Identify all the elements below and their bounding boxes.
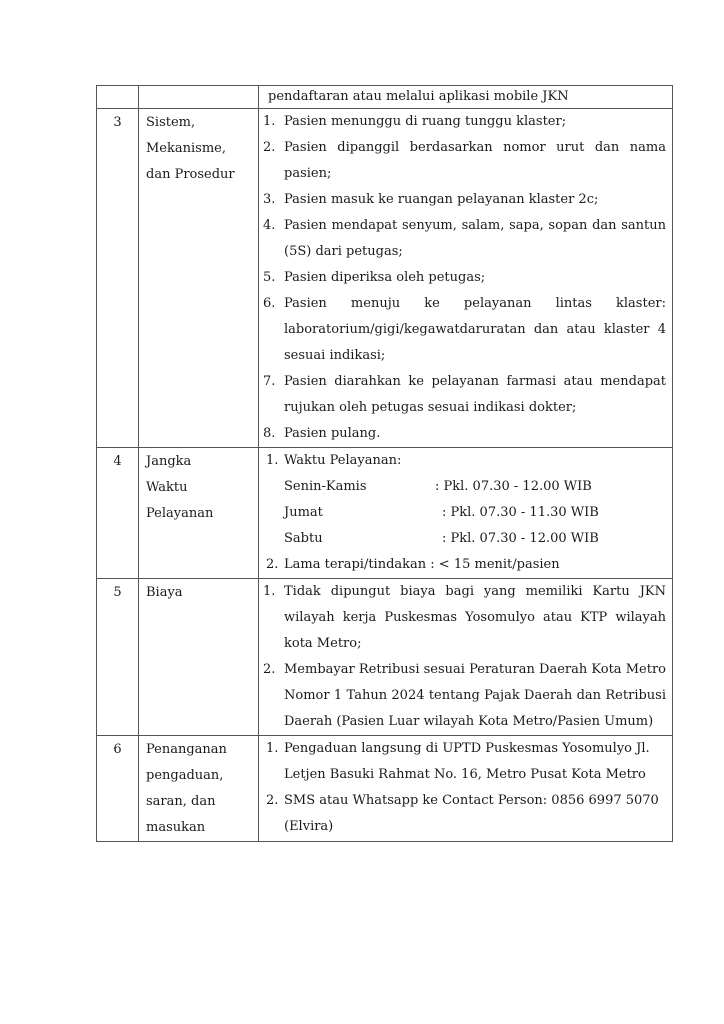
list-item: 4. Pasien mendapat senyum, salam, sapa, sopan dan santun (5S) dari petugas; <box>263 218 666 259</box>
list-item: 8. Pasien pulang. <box>263 426 381 441</box>
number-cell: 6 <box>97 736 139 842</box>
table-row <box>97 86 673 109</box>
number-cell: 3 <box>97 109 139 448</box>
list-item: 7. Pasien diarahkan ke pelayanan farmasi atau mendapat rujukan oleh petugas sesuai indikasi dokter; <box>263 374 666 415</box>
component-cell: Sistem, Mekanisme, dan Prosedur <box>139 109 259 448</box>
table-row <box>97 579 673 736</box>
component-cell <box>139 86 259 109</box>
complaint-list <box>259 736 672 840</box>
description-cell <box>259 109 673 448</box>
list-item: 2. SMS atau Whatsapp ke Contact Person: 0856 6997 5070 (Elvira) <box>266 793 659 834</box>
list-item: 3. Pasien masuk ke ruangan pelayanan klaster 2c; <box>263 192 599 207</box>
list-item: 2. Pasien dipanggil berdasarkan nomor urut dan nama pasien; <box>263 140 666 181</box>
list-item: 1. Waktu Pelayanan: <box>266 453 402 468</box>
table-row <box>97 109 673 448</box>
description-cell <box>259 86 673 109</box>
cost-list <box>259 579 672 735</box>
description-cell <box>259 448 673 579</box>
schedule-row: Jumat : Pkl. 07.30 - 11.30 WIB <box>284 505 599 520</box>
table-row <box>97 448 673 579</box>
therapy-duration-list <box>259 552 672 578</box>
continuation-text: pendaftaran atau melalui aplikasi mobile JKN <box>268 89 569 104</box>
component-cell: Jangka Waktu Pelayanan <box>139 448 259 579</box>
schedule-row: Senin-Kamis : Pkl. 07.30 - 12.00 WIB <box>284 479 592 494</box>
list-item: 1. Pasien menunggu di ruang tunggu klaster; <box>263 114 567 129</box>
schedule <box>259 474 672 552</box>
number-cell: 5 <box>97 579 139 736</box>
description-cell <box>259 736 673 842</box>
list-item: 6. Pasien menuju ke pelayanan lintas klaster: laboratorium/gigi/kegawatdaruratan dan atau klaster 4 sesuai indikasi; <box>263 296 666 363</box>
description-cell <box>259 579 673 736</box>
component-cell: Biaya <box>139 579 259 736</box>
list-item: 1. Tidak dipungut biaya bagi yang memiliki Kartu JKN wilayah kerja Puskesmas Yosomulyo atau KTP wilayah kota Metro; <box>263 584 666 651</box>
list-item: 2. Membayar Retribusi sesuai Peraturan Daerah Kota Metro Nomor 1 Tahun 2024 tentang Pajak Daerah dan Retribusi Daerah (Pasien Luar wilayah Kota Metro/Pasien Umum) <box>263 662 666 729</box>
number-cell: 4 <box>97 448 139 579</box>
list-item: 2. Lama terapi/tindakan : < 15 menit/pasien <box>266 557 560 572</box>
schedule-row: Sabtu : Pkl. 07.30 - 12.00 WIB <box>284 531 599 546</box>
procedure-list <box>259 109 672 447</box>
number-cell <box>97 86 139 109</box>
service-hours-label: Waktu Pelayanan: <box>284 453 402 468</box>
table-row <box>97 736 673 842</box>
service-standard-table <box>96 85 673 842</box>
list-item: 5. Pasien diperiksa oleh petugas; <box>263 270 486 285</box>
service-time-list <box>259 448 672 474</box>
component-cell: Penanganan pengaduan, saran, dan masukan <box>139 736 259 842</box>
list-item: 1. Pengaduan langsung di UPTD Puskesmas Yosomulyo Jl. Letjen Basuki Rahmat No. 16, Metro Pusat Kota Metro <box>266 741 650 782</box>
